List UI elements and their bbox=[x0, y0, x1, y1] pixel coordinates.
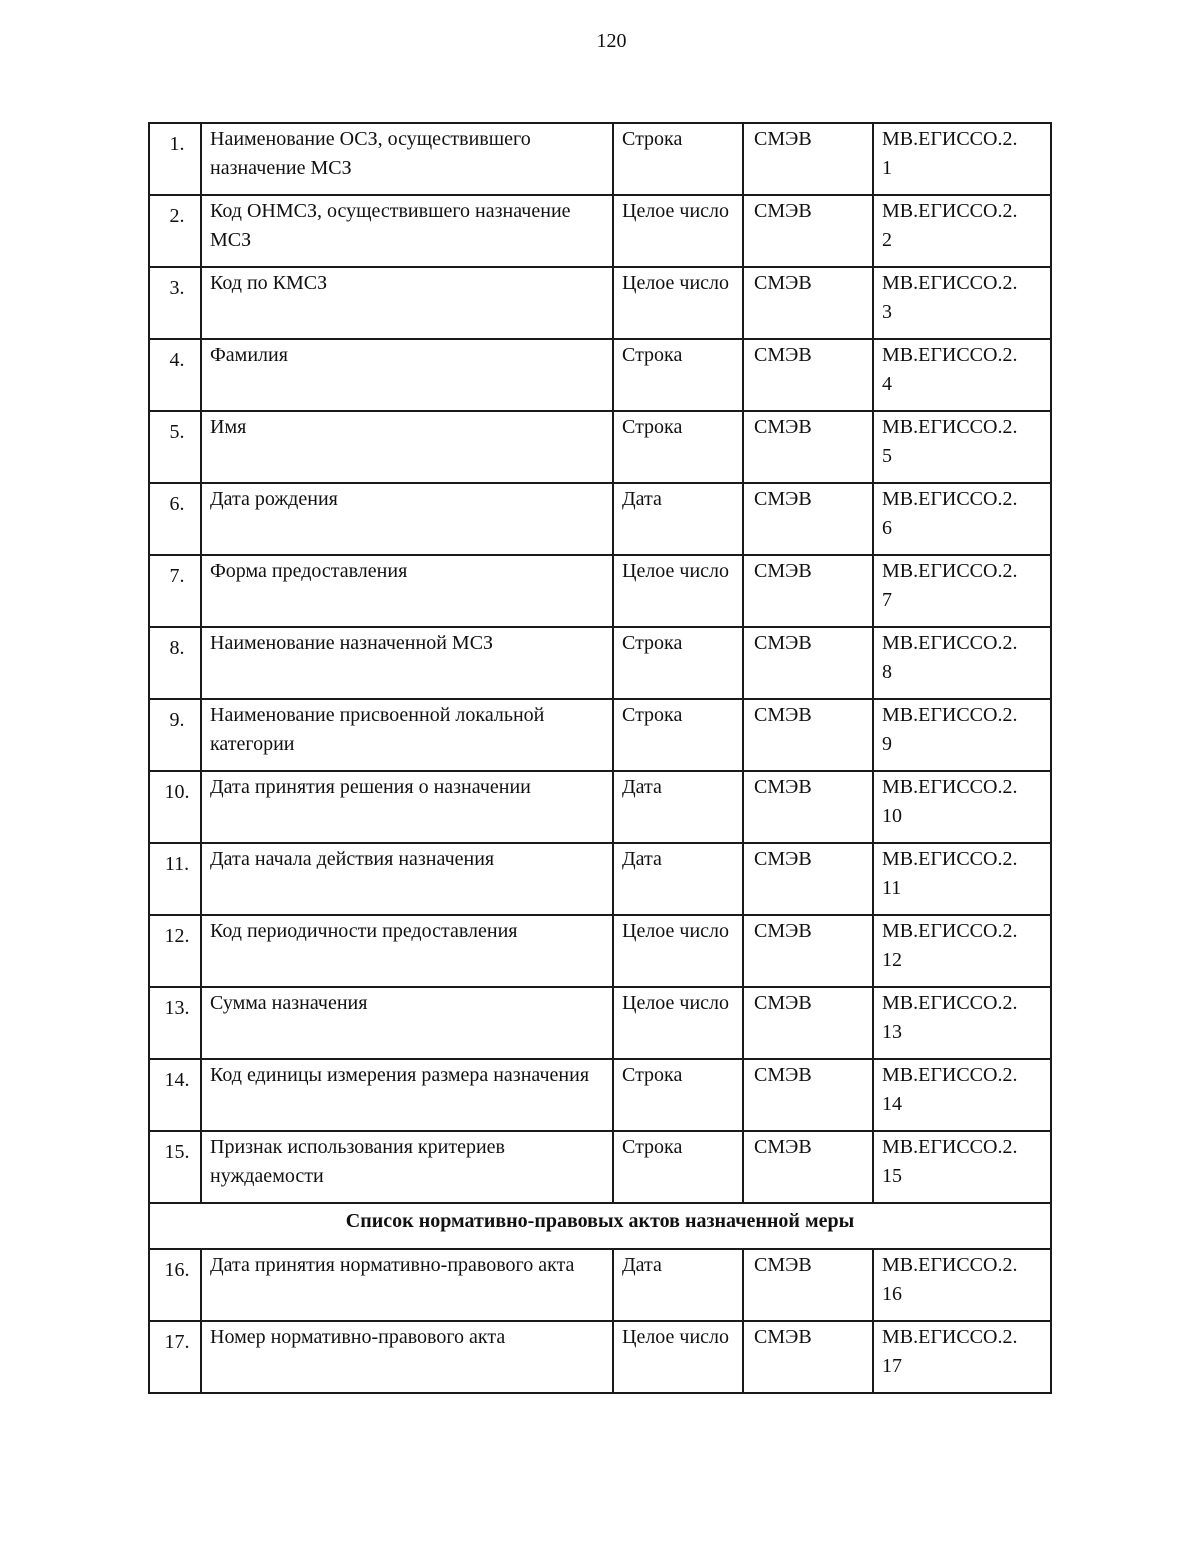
data-type: Целое число bbox=[613, 555, 743, 627]
data-source: СМЭВ bbox=[743, 915, 873, 987]
data-source: СМЭВ bbox=[743, 483, 873, 555]
data-source: СМЭВ bbox=[743, 195, 873, 267]
row-number: 13. bbox=[149, 987, 201, 1059]
data-source: СМЭВ bbox=[743, 555, 873, 627]
attribute-name: Имя bbox=[201, 411, 613, 483]
data-type: Строка bbox=[613, 411, 743, 483]
table-row bbox=[149, 1321, 1051, 1393]
data-type: Строка bbox=[613, 1131, 743, 1203]
attribute-name: Наименование ОСЗ, осуществившего назначение МСЗ bbox=[201, 123, 613, 195]
data-type: Целое число bbox=[613, 987, 743, 1059]
row-number: 10. bbox=[149, 771, 201, 843]
data-type: Строка bbox=[613, 339, 743, 411]
attribute-code: МВ.ЕГИССО.2. 12 bbox=[873, 915, 1051, 987]
row-number: 11. bbox=[149, 843, 201, 915]
section-title: Список нормативно-правовых актов назначенной меры bbox=[149, 1203, 1051, 1249]
data-source: СМЭВ bbox=[743, 843, 873, 915]
attribute-name: Дата рождения bbox=[201, 483, 613, 555]
attribute-code: МВ.ЕГИССО.2. 11 bbox=[873, 843, 1051, 915]
row-number: 16. bbox=[149, 1249, 201, 1321]
attributes-table bbox=[148, 122, 1052, 1394]
attribute-name: Фамилия bbox=[201, 339, 613, 411]
attribute-code: МВ.ЕГИССО.2. 2 bbox=[873, 195, 1051, 267]
legal-acts-table-body bbox=[149, 1249, 1051, 1393]
attribute-code: МВ.ЕГИССО.2. 3 bbox=[873, 267, 1051, 339]
attribute-name: Дата начала действия назначения bbox=[201, 843, 613, 915]
section-header-row bbox=[149, 1203, 1051, 1249]
attribute-code: МВ.ЕГИССО.2. 8 bbox=[873, 627, 1051, 699]
data-type: Целое число bbox=[613, 267, 743, 339]
attribute-code: МВ.ЕГИССО.2. 15 bbox=[873, 1131, 1051, 1203]
attribute-code: МВ.ЕГИССО.2. 14 bbox=[873, 1059, 1051, 1131]
data-source: СМЭВ bbox=[743, 1059, 873, 1131]
data-type: Целое число bbox=[613, 915, 743, 987]
attribute-name: Признак использования критериев нуждаемости bbox=[201, 1131, 613, 1203]
attribute-name: Сумма назначения bbox=[201, 987, 613, 1059]
row-number: 9. bbox=[149, 699, 201, 771]
data-source: СМЭВ bbox=[743, 1249, 873, 1321]
attribute-name: Код периодичности предоставления bbox=[201, 915, 613, 987]
data-type: Дата bbox=[613, 771, 743, 843]
table-row bbox=[149, 627, 1051, 699]
attribute-name: Дата принятия решения о назначении bbox=[201, 771, 613, 843]
data-source: СМЭВ bbox=[743, 411, 873, 483]
row-number: 1. bbox=[149, 123, 201, 195]
row-number: 4. bbox=[149, 339, 201, 411]
table-row bbox=[149, 339, 1051, 411]
table-row bbox=[149, 771, 1051, 843]
attribute-name: Код по КМСЗ bbox=[201, 267, 613, 339]
data-type: Строка bbox=[613, 627, 743, 699]
row-number: 6. bbox=[149, 483, 201, 555]
data-type: Строка bbox=[613, 699, 743, 771]
table-row bbox=[149, 987, 1051, 1059]
data-source: СМЭВ bbox=[743, 987, 873, 1059]
attribute-name: Наименование присвоенной локальной категории bbox=[201, 699, 613, 771]
attribute-name: Форма предоставления bbox=[201, 555, 613, 627]
table-row bbox=[149, 123, 1051, 195]
data-type: Строка bbox=[613, 1059, 743, 1131]
data-type: Дата bbox=[613, 483, 743, 555]
data-type: Целое число bbox=[613, 195, 743, 267]
row-number: 7. bbox=[149, 555, 201, 627]
table-row bbox=[149, 267, 1051, 339]
data-source: СМЭВ bbox=[743, 267, 873, 339]
attribute-name: Наименование назначенной МСЗ bbox=[201, 627, 613, 699]
attribute-code: МВ.ЕГИССО.2. 7 bbox=[873, 555, 1051, 627]
attribute-name: Код ОНМСЗ, осуществившего назначение МСЗ bbox=[201, 195, 613, 267]
attribute-code: МВ.ЕГИССО.2. 10 bbox=[873, 771, 1051, 843]
attribute-code: МВ.ЕГИССО.2. 1 bbox=[873, 123, 1051, 195]
row-number: 12. bbox=[149, 915, 201, 987]
attribute-code: МВ.ЕГИССО.2. 4 bbox=[873, 339, 1051, 411]
row-number: 3. bbox=[149, 267, 201, 339]
data-source: СМЭВ bbox=[743, 771, 873, 843]
row-number: 17. bbox=[149, 1321, 201, 1393]
table-row bbox=[149, 843, 1051, 915]
attribute-code: МВ.ЕГИССО.2. 5 bbox=[873, 411, 1051, 483]
attribute-code: МВ.ЕГИССО.2. 13 bbox=[873, 987, 1051, 1059]
table-row bbox=[149, 483, 1051, 555]
attribute-code: МВ.ЕГИССО.2. 6 bbox=[873, 483, 1051, 555]
table-row bbox=[149, 195, 1051, 267]
data-source: СМЭВ bbox=[743, 339, 873, 411]
row-number: 15. bbox=[149, 1131, 201, 1203]
table-row bbox=[149, 1131, 1051, 1203]
attribute-code: МВ.ЕГИССО.2. 16 bbox=[873, 1249, 1051, 1321]
attribute-name: Номер нормативно-правового акта bbox=[201, 1321, 613, 1393]
attribute-code: МВ.ЕГИССО.2. 9 bbox=[873, 699, 1051, 771]
data-source: СМЭВ bbox=[743, 1131, 873, 1203]
table-row bbox=[149, 555, 1051, 627]
attributes-table-body bbox=[149, 123, 1051, 1203]
row-number: 5. bbox=[149, 411, 201, 483]
row-number: 2. bbox=[149, 195, 201, 267]
table-row bbox=[149, 411, 1051, 483]
attribute-name: Код единицы измерения размера назначения bbox=[201, 1059, 613, 1131]
data-source: СМЭВ bbox=[743, 699, 873, 771]
table-row bbox=[149, 1059, 1051, 1131]
table-row bbox=[149, 1249, 1051, 1321]
data-type: Строка bbox=[613, 123, 743, 195]
data-source: СМЭВ bbox=[743, 123, 873, 195]
data-type: Целое число bbox=[613, 1321, 743, 1393]
row-number: 14. bbox=[149, 1059, 201, 1131]
row-number: 8. bbox=[149, 627, 201, 699]
data-type: Дата bbox=[613, 1249, 743, 1321]
data-source: СМЭВ bbox=[743, 1321, 873, 1393]
attribute-name: Дата принятия нормативно-правового акта bbox=[201, 1249, 613, 1321]
attribute-code: МВ.ЕГИССО.2. 17 bbox=[873, 1321, 1051, 1393]
page-number: 120 bbox=[596, 30, 627, 52]
data-type: Дата bbox=[613, 843, 743, 915]
data-source: СМЭВ bbox=[743, 627, 873, 699]
table-row bbox=[149, 915, 1051, 987]
table-row bbox=[149, 699, 1051, 771]
